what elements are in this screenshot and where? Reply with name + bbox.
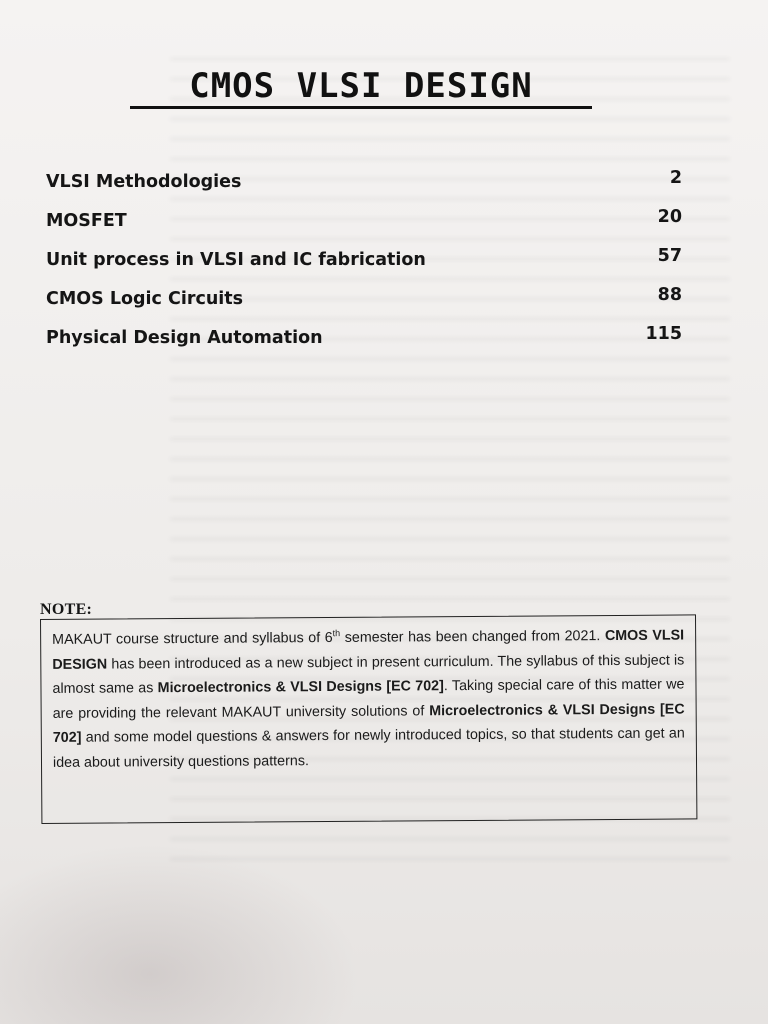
toc-entry [44,246,694,285]
toc-entry-title: Unit process in VLSI and IC fabrication [46,250,426,270]
toc-entry-page: 88 [657,285,682,305]
toc-entry-title: VLSI Methodologies [46,172,242,192]
note-label: NOTE: [40,601,93,618]
note-text: MAKAUT course structure and syllabus of 6 [52,629,333,648]
toc-entry-title: Physical Design Automation [46,328,323,348]
toc-entry-page: 115 [645,324,682,344]
toc-entry [44,324,694,363]
note-text: and some model questions & answers for newly introduced topics, so that students can get an idea about university questions patterns. [52,725,685,771]
toc-entry-page: 2 [669,168,682,188]
toc-entry-page: 57 [657,246,682,266]
corner-shadow [0,844,360,1024]
note-text: semester has been changed from 2021. [340,628,605,646]
note-bold-course: Microelectronics & VLSI Designs [EC 702] [157,678,444,697]
table-of-contents [44,168,694,363]
title-underline [130,106,592,109]
note-text: . Taking special care of this matter we are providing the relevant MAKAUT university solutions of [52,676,685,722]
note-bold-subject: CMOS VLSI DESIGN [52,627,685,673]
toc-entry [44,168,694,207]
note-superscript: th [332,628,341,639]
toc-entry [44,207,694,246]
toc-entry-title: MOSFET [46,211,127,231]
note-bold-course: Microelectronics & VLSI Designs [EC 702] [52,701,685,746]
toc-entry-title: CMOS Logic Circuits [46,289,244,309]
toc-entry-page: 20 [657,207,682,227]
note-text: has been introduced as a new subject in present curriculum. The syllabus of this subject is almost same as [52,652,685,697]
note-box [40,614,697,824]
toc-entry [44,285,694,324]
page-title: CMOS VLSI DESIGN [189,66,533,106]
